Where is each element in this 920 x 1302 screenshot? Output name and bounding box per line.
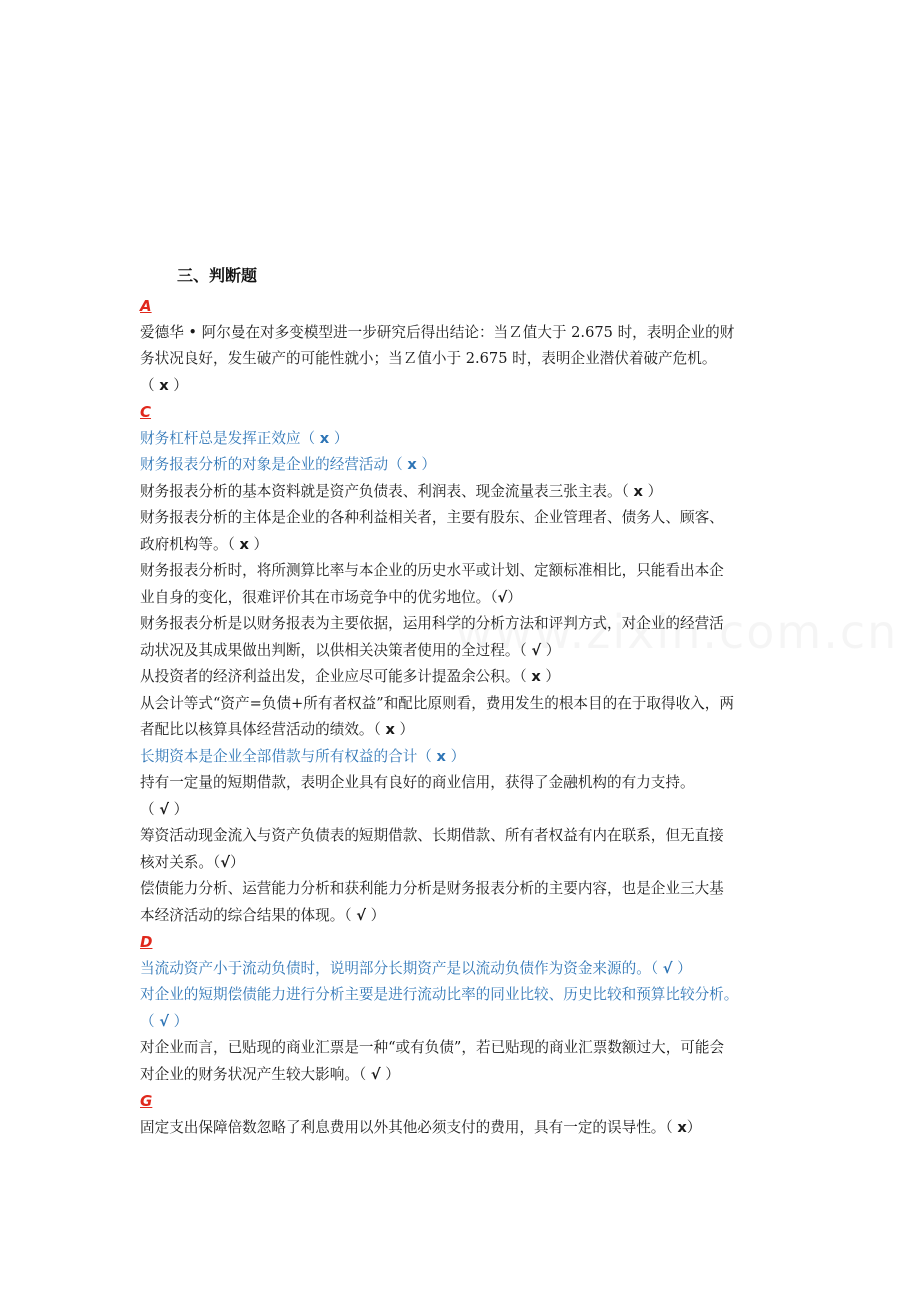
closing-paren: ） [230, 853, 245, 871]
statement-line [140, 1062, 800, 1089]
statement-text: （ [140, 1012, 160, 1030]
closing-paren: ） [248, 535, 269, 553]
statement-line [140, 956, 800, 983]
statement-text: 务状况良好，发生破产的可能性就小；当Ｚ值小于 2.675 时，表明企业潜伏着破产危机。 [140, 350, 717, 367]
closing-paren: ） [168, 1012, 189, 1030]
statement-line [140, 823, 800, 850]
closing-paren: ） [541, 641, 561, 659]
statement-line [140, 691, 800, 718]
true-mark: √ [220, 853, 230, 871]
statement-text: （ [140, 800, 160, 818]
statement-text: 筹资活动现金流入与资产负债表的短期借款、长期借款、所有者权益有内在联系，但无直接 [140, 827, 724, 844]
closing-paren: ） [686, 1118, 702, 1136]
statement-text: 财务报表分析的主体是企业的各种利益相关者，主要有股东、企业管理者、债务人、顾客、 [140, 509, 724, 526]
index-letter-g: G [140, 1092, 153, 1110]
closing-paren: ） [394, 721, 415, 738]
statement-line [140, 850, 800, 877]
true-mark: √ [370, 1065, 381, 1083]
question-list [140, 293, 800, 1141]
closing-paren: ） [507, 588, 522, 606]
closing-paren: ） [329, 429, 349, 447]
statement-text: 从投资者的经济利益出发，企业应尽可能多计提盈余公积。（ [140, 668, 532, 685]
closing-paren: ） [168, 800, 189, 818]
statement-line [140, 903, 800, 930]
false-mark: x [385, 721, 395, 738]
statement-text: 从会计等式“资产=负债+所有者权益”和配比原则看，费用发生的根本目的在于取得收入，两 [140, 694, 734, 712]
statement-text: 持有一定量的短期借款，表明企业具有良好的商业信用，获得了金融机构的有力支持。 [140, 774, 695, 791]
statement-line [140, 532, 800, 559]
true-mark: √ [497, 588, 508, 606]
statement-text: 本经济活动的综合结果的体现。（ [140, 906, 357, 924]
statement-line [140, 744, 800, 771]
true-mark: √ [159, 1012, 169, 1030]
false-mark: x [319, 429, 330, 447]
statement-text: 对企业而言，已贴现的商业汇票是一种“或有负债”，若已贴现的商业汇票数额过大，可能会 [140, 1039, 725, 1056]
statement-line [140, 558, 800, 585]
true-mark: √ [356, 906, 366, 924]
closing-paren: ） [642, 482, 663, 500]
section-title: 三、判断题 [177, 266, 258, 285]
statement-text: 业自身的变化，很难评价其在市场竞争中的优劣地位。（ [140, 588, 498, 606]
false-mark: x [677, 1118, 687, 1136]
statement-text: 对企业的财务状况产生较大影响。（ [140, 1065, 371, 1083]
statement-line [140, 426, 800, 453]
statement-line [140, 1035, 800, 1062]
index-letter-c: C [140, 403, 152, 421]
true-mark: √ [159, 800, 169, 818]
statement-line [140, 373, 800, 400]
index-letter-a: A [140, 297, 152, 315]
statement-line [140, 611, 800, 638]
statement-line [140, 1009, 800, 1036]
statement-text: 固定支出保障倍数忽略了利息费用以外其他必须支付的费用，具有一定的误导性。（ [140, 1118, 678, 1136]
false-mark: x [239, 535, 249, 553]
statement-text: 财务报表分析时，将所测算比率与本企业的历史水平或计划、定额标准相比，只能看出本企 [140, 562, 724, 579]
statement-line [140, 717, 800, 744]
closing-paren: ） [168, 376, 188, 394]
statement-line [140, 479, 800, 506]
statement-text: 财务报表分析的对象是企业的经营活动（ [140, 456, 408, 473]
statement-text: 爱德华 • 阿尔曼在对多变模型进一步研究后得出结论：当Ｚ值大于 2.675 时，表明企业的财 [140, 323, 735, 341]
statement-line [140, 638, 800, 665]
statement-line [140, 770, 800, 797]
closing-paren: ） [672, 959, 692, 977]
statement-text: 政府机构等。（ [140, 535, 240, 553]
statement-line [140, 1115, 800, 1142]
statement-text: 动状况及其成果做出判断，以供相关决策者使用的全过程。（ [140, 641, 532, 659]
statement-line [140, 585, 800, 612]
statement-line [140, 664, 800, 691]
statement-line [140, 505, 800, 532]
false-mark: x [633, 482, 643, 500]
false-mark: x [407, 456, 417, 473]
true-mark: √ [662, 959, 673, 977]
statement-text: 者配比以核算具体经营活动的绩效。（ [140, 721, 386, 738]
closing-paren: ） [416, 456, 436, 473]
statement-line [140, 797, 800, 824]
false-mark: x [159, 376, 169, 394]
statement-text: 当流动资产小于流动负债时，说明部分长期资产是以流动负债作为资金来源的。（ [140, 959, 663, 977]
closing-paren: ） [445, 747, 466, 765]
statement-line [140, 320, 800, 347]
statement-text: 财务杠杆总是发挥正效应（ [140, 429, 320, 447]
statement-text: 长期资本是企业全部借款与所有权益的合计（ [140, 747, 437, 765]
statement-text: （ [140, 376, 160, 394]
false-mark: x [531, 668, 541, 685]
true-mark: √ [531, 641, 542, 659]
statement-line [140, 346, 800, 373]
closing-paren: ） [365, 906, 386, 924]
statement-line [140, 876, 800, 903]
statement-text: 财务报表分析的基本资料就是资产负债表、利润表、现金流量表三张主表。（ [140, 482, 634, 500]
index-letter-d: D [140, 933, 153, 951]
statement-text: 偿债能力分析、运营能力分析和获利能力分析是财务报表分析的主要内容，也是企业三大基 [140, 880, 724, 897]
false-mark: x [436, 747, 446, 765]
statement-line [140, 982, 800, 1009]
statement-text: 对企业的短期偿债能力进行分析主要是进行流动比率的同业比较、历史比较和预算比较分析。 [140, 986, 739, 1003]
closing-paren: ） [540, 668, 561, 685]
statement-text: 核对关系。（ [140, 853, 221, 871]
statement-text: 财务报表分析是以财务报表为主要依据，运用科学的分析方法和评判方式，对企业的经营活 [140, 615, 724, 632]
closing-paren: ） [380, 1065, 400, 1083]
statement-line [140, 452, 800, 479]
